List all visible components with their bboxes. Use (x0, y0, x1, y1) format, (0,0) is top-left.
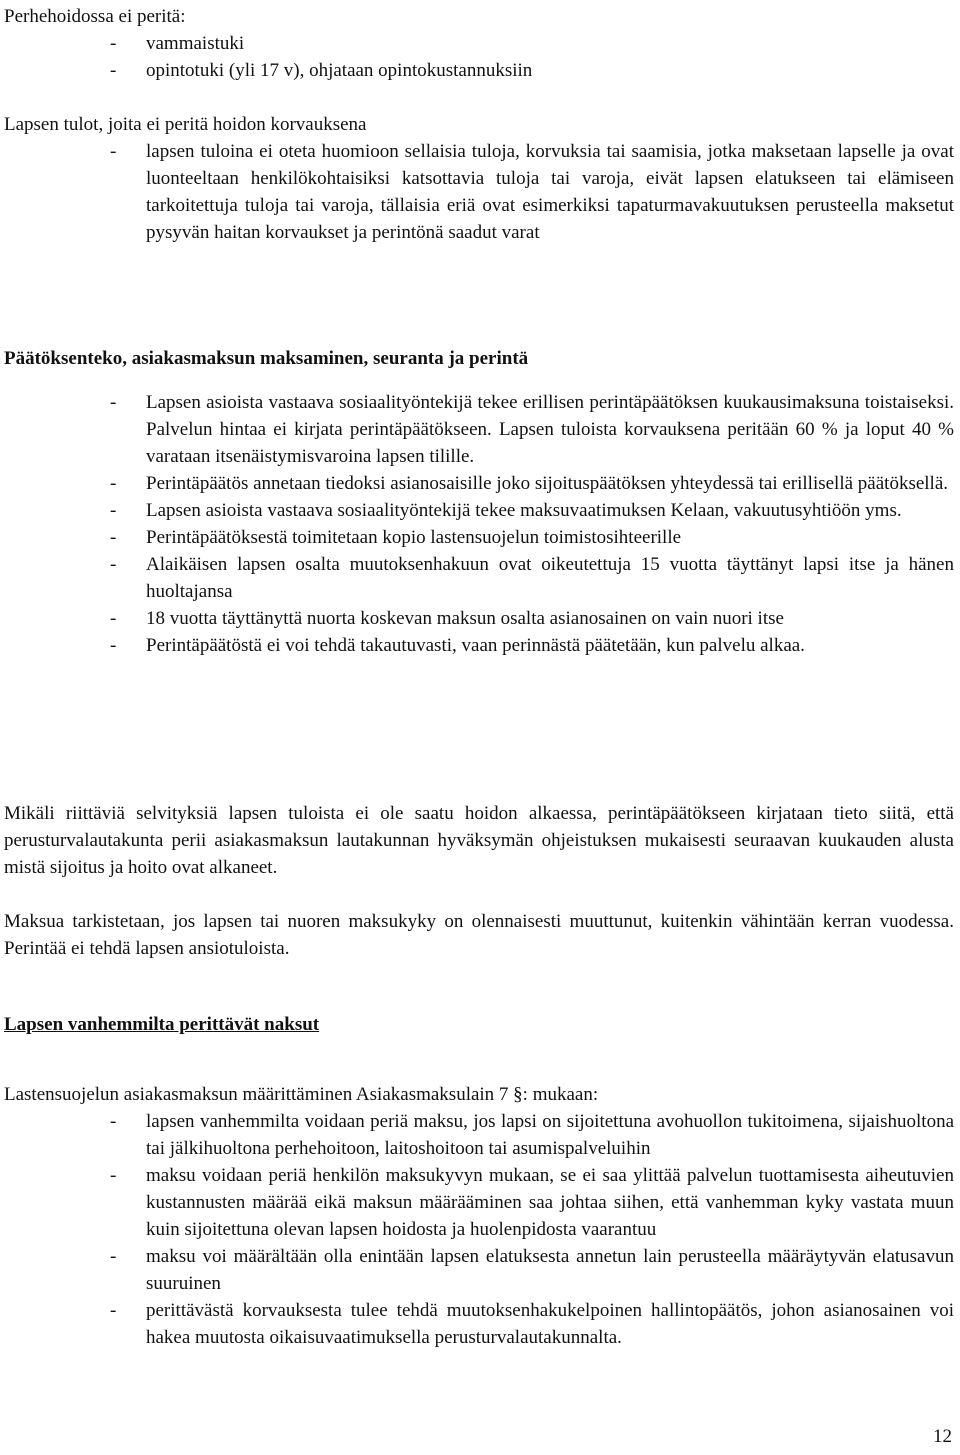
list-item: - Perintäpäätöksestä toimitetaan kopio lastensuojelun toimistosihteerille (4, 524, 954, 551)
bullet-list (4, 389, 954, 659)
section-heading: Perhehoidossa ei peritä: (4, 6, 186, 27)
list-item: - Lapsen asioista vastaava sosiaalityöntekijä tekee erillisen perintäpäätöksen kuukausimaksuna toistaiseksi. Palvelun hintaa ei kirjata perintäpäätökseen. Lapsen tuloista korvauksena peritään 60 % ja loput 40 % varataan itsenäistymisvaroina lapsen tilille. (4, 389, 954, 470)
list-item: - lapsen tuloina ei oteta huomioon sellaisia tuloja, korvuksia tai saamisia, jotka maksetaan lapselle ja ovat luonteeltaan henkilökohtaisiksi katsottavia tuloja tai varoja, eivät lapsen elatukseen tai elämiseen tarkoitettuja tuloja tai varoja, tällaisia eriä ovat esimerkiksi tapaturmavakuutuksen perusteella maksetut pysyvän haitan korvaukset ja perintönä saadut varat (4, 138, 954, 246)
section-perhehoito (4, 3, 954, 84)
bullet-list (4, 1108, 954, 1351)
bullet-list (4, 30, 954, 84)
section-vanhemmat (4, 1011, 954, 1038)
list-item: - vammaistuki (4, 30, 954, 57)
list-item: - Perintäpäätös annetaan tiedoksi asianosaisille joko sijoituspäätöksen yhteydessä tai erillisellä päätöksellä. (4, 470, 954, 497)
section-heading: Lapsen tulot, joita ei peritä hoidon korvauksena (4, 114, 367, 135)
paragraph-selvitykset: Mikäli riittäviä selvityksiä lapsen tuloista ei ole saatu hoidon alkaessa, perintäpäätökseen kirjataan tieto siitä, että perusturvalautakunta perii asiakasmaksun lautakunnan hyväksymän ohjeistuksen mukaisesti seuraavan kuukauden alusta mistä sijoitus ja hoito ovat alkaneet. (4, 803, 954, 878)
page-number: 12 (933, 1426, 952, 1447)
list-item: - maksu voi määrältään olla enintään lapsen elatuksesta annetun lain perusteella määräytyvän elatusavun suuruinen (4, 1243, 954, 1297)
list-item: - lapsen vanhemmilta voidaan periä maksu, jos lapsi on sijoitettuna avohuollon tukitoimena, sijaishuoltona tai jälkihuoltona perhehoitoon, laitoshoitoon tai asumispalveluihin (4, 1108, 954, 1162)
section-heading: Päätöksenteko, asiakasmaksun maksaminen, seuranta ja perintä (4, 348, 529, 369)
list-item: - 18 vuotta täyttänyttä nuorta koskevan maksun osalta asianosainen on vain nuori itse (4, 605, 954, 632)
list-item: - Lapsen asioista vastaava sosiaalityöntekijä tekee maksuvaatimuksen Kelaan, vakuutusyhtiöön yms. (4, 497, 954, 524)
list-item: - Perintäpäätöstä ei voi tehdä takautuvasti, vaan perinnästä päätetään, kun palvelu alkaa. (4, 632, 954, 659)
bullet-list (4, 138, 954, 246)
paragraph-tarkistus: Maksua tarkistetaan, jos lapsen tai nuoren maksukyky on olennaisesti muuttunut, kuitenkin vähintään kerran vuodessa. Perintää ei tehdä lapsen ansiotuloista. (4, 911, 954, 959)
section-paatoksenteko (4, 345, 954, 659)
list-item: - perittävästä korvauksesta tulee tehdä muutoksenhakukelpoinen hallintopäätös, johon asianosainen voi hakea muutosta oikaisuvaatimuksella perusturvalautakunnalta. (4, 1297, 954, 1351)
section-vanhemmat-body (4, 1081, 954, 1351)
section-heading: Lapsen vanhemmilta perittävät naksut (4, 1014, 320, 1035)
section-lapsen-tulot (4, 111, 954, 246)
list-item: - opintotuki (yli 17 v), ohjataan opintokustannuksiin (4, 57, 954, 84)
list-item: - Alaikäisen lapsen osalta muutoksenhakuun ovat oikeutettuja 15 vuotta täyttänyt lapsi itse ja hänen huoltajansa (4, 551, 954, 605)
section-intro: Lastensuojelun asiakasmaksun määrittäminen Asiakasmaksulain 7 §: mukaan: (4, 1084, 599, 1105)
list-item: - maksu voidaan periä henkilön maksukyvyn mukaan, se ei saa ylittää palvelun tuottamisesta aiheutuvien kustannusten määrää eikä maksun määrääminen saa johtaa siihen, että vanhemman kyky vastata muun kuin sijoitettuna olevan lapsen hoidosta ja huolenpidosta vaarantuu (4, 1162, 954, 1243)
